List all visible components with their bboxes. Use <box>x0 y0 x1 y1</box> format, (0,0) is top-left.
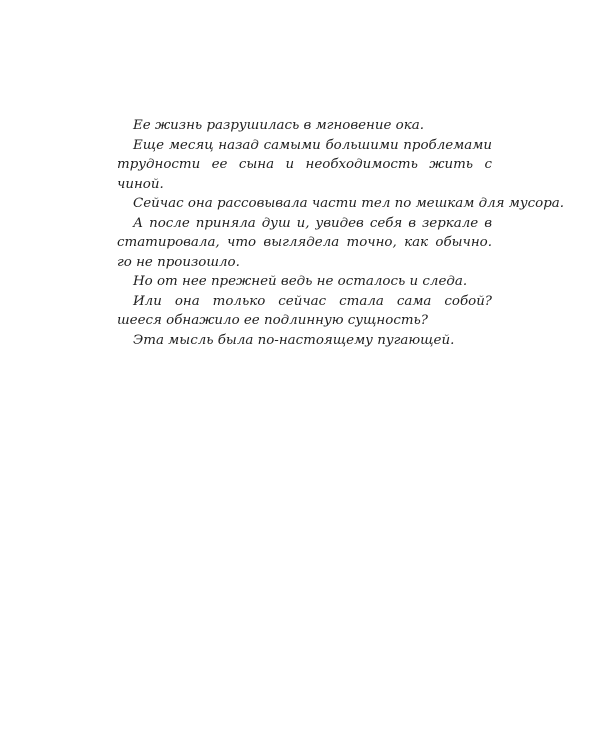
text-line: шееся обнажило ее подлинную сущность? <box>117 313 428 328</box>
text-line: Эта мысль была по-настоящему пугающей. <box>133 332 455 348</box>
paragraph-5 <box>117 272 492 292</box>
text-line: А после приняла душ и, увидев себя в зеркале в <box>133 215 492 231</box>
paragraph-1 <box>117 116 492 136</box>
body-text <box>117 116 565 350</box>
paragraph-7 <box>117 331 492 351</box>
paragraph-6 <box>117 292 492 331</box>
paragraph-2 <box>117 136 492 195</box>
text-line: Но от нее прежней ведь не осталось и следа. <box>133 274 468 289</box>
text-line: Еще месяц назад самыми большими проблемами <box>133 137 492 153</box>
text-line: Сейчас она рассовывала части тел по мешкам для мусора. <box>133 196 565 211</box>
text-line: Ее жизнь разрушилась в мгновение ока. <box>133 118 424 133</box>
text-line: чиной. <box>117 176 164 192</box>
paragraph-4 <box>117 214 492 273</box>
text-line: трудности ее сына и необходимость жить с <box>117 157 492 172</box>
text-line: статировала, что выглядела точно, как обычно. <box>117 235 492 250</box>
paragraph-3 <box>117 194 565 214</box>
text-line: Или она только сейчас стала сама собой? <box>133 293 492 309</box>
text-line: го не произошло. <box>117 254 240 270</box>
